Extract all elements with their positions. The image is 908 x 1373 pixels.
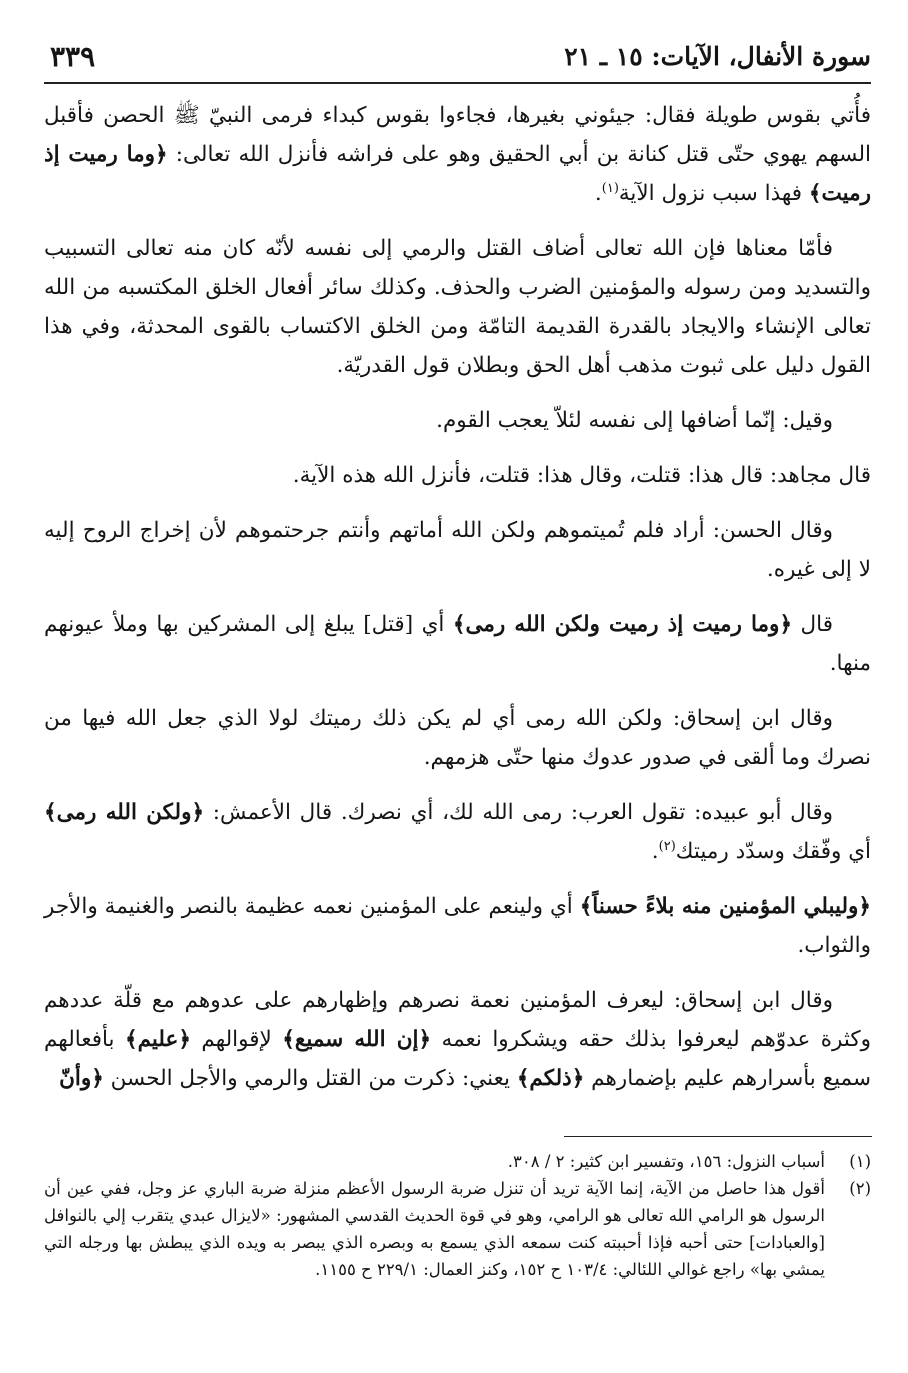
paragraph-4: قال مجاهد: قال هذا: قتلت، وقال هذا: قتلت، فأنزل الله هذه الآية. (292, 463, 871, 488)
text-run: وقال أبو عبيده: تقول العرب: رمى الله لك، أي نصرك. قال الأعمش: (204, 800, 833, 825)
paragraph-3: وقيل: إنّما أضافها إلى نفسه لئلاّ يعجب القوم. (436, 408, 833, 433)
footnotes (44, 1148, 871, 1283)
text-run: فأُتي بقوس طويلة فقال: جيئوني بغيرها، فجاءوا بقوس كبداء فرمى النبيّ ﷺ الحصن فأقبل السهم يهوي حتّى قتل كنانة بن أبي الحقيق وهو على فراشه فأنزل الله تعالى: (44, 103, 871, 167)
text-run: . (594, 181, 602, 206)
footnote-text: أقول هذا حاصل من الآية، إنما الآية تريد أن تنزل ضربة الرسول الأعظم منزلة ضربة الباري عز وجل، ففي عين أن الرسول هو الرامي الله تعالى هو الرامي، وهو في قوة الحديث القدسي المشهور: «لايزال عبدي يتقرب إلي بالنوافل [والعبادات] حتى أحبه فإذا أحببته كنت سمعه الذي يسمع به وبصره الذي يبصر به ويده الذي يبطش بها ورجله التي يمشي بها» راجع غوالي اللئالي: ١٠٣/٤ ح ١٥٢، وكنز العمال: ٢٢٩/١ ح ١١٥٥. (44, 1179, 825, 1279)
quran-quote: ﴿ولكن الله رمى﴾ (44, 800, 205, 825)
text-run: أي [قتل] يبلغ إلى المشركين بها وملأ عيونهم منها. (44, 612, 871, 676)
text-run: لإقوالهم (190, 1027, 283, 1052)
text-run: . (651, 839, 659, 864)
quran-quote: ﴿وأنّ (59, 1066, 104, 1091)
text-run: بأفعالهم سميع بأسرارهم عليم بإضمارهم (44, 1027, 871, 1091)
page-header (44, 38, 871, 84)
paragraph-6 (44, 605, 871, 683)
footnote-text: أسباب النزول: ١٥٦، وتفسير ابن كثير: ٢ / ٣٠٨. (507, 1152, 825, 1171)
paragraph-7: وقال ابن إسحاق: ولكن الله رمى أي لم يكن ذلك رميتك لولا الذي جعل الله فيها من نصرك وما ألقى في صدور عدوك منها حتّى هزمهم. (44, 706, 871, 770)
footnote-ref[interactable]: (٢) (658, 838, 676, 854)
footnote-divider (564, 1136, 872, 1137)
quran-quote: ﴿ذلكم﴾ (516, 1066, 585, 1091)
quran-quote: ﴿عليم﴾ (124, 1027, 191, 1052)
running-title: سورة الأنفال، الآيات: ١٥ ـ ٢١ (564, 42, 871, 71)
text-run: أي ولينعم على المؤمنين نعمه عظيمة بالنصر والغنيمة والأجر والثواب. (44, 894, 871, 958)
text-run: يعني: ذكرت من القتل والرمي والأجل الحسن (103, 1066, 517, 1091)
paragraph-10 (44, 981, 871, 1098)
quran-quote: ﴿إن الله سميع﴾ (282, 1027, 432, 1052)
paragraph-9 (44, 887, 871, 965)
text-run: وقال ابن إسحاق: ليعرف المؤمنين نعمة نصرهم وإظهارهم على عدوهم مع قلّة عددهم وكثرة عدوّهم ليعرفوا بذلك حقه ويشكروا نعمه (44, 988, 871, 1052)
paragraph-1 (44, 96, 871, 213)
paragraph-8 (44, 793, 871, 871)
footnote-ref[interactable]: (١) (601, 180, 619, 196)
text-run: فهذا سبب نزول الآية (618, 181, 809, 206)
footnote-number: (١) (849, 1152, 871, 1171)
footnote-1 (44, 1148, 871, 1175)
quran-quote: ﴿وما رميت إذ رميت ولكن الله رمى﴾ (452, 612, 793, 637)
page-number: ٣٣٩ (50, 40, 96, 73)
quran-quote: ﴿وما رميت إذ رميت﴾ (44, 142, 871, 206)
footnote-2 (44, 1175, 871, 1283)
footnote-number: (٢) (849, 1179, 871, 1198)
quran-quote: ﴿وليبلي المؤمنين منه بلاءً حسناً﴾ (579, 894, 871, 919)
paragraph-5: وقال الحسن: أراد فلم تُميتموهم ولكن الله أماتهم وأنتم جرحتموهم لأن إخراج الروح إليه لا إلى غيره. (44, 518, 871, 582)
text-run: أي وفّقك وسدّد رميتك (675, 839, 871, 864)
body-text (44, 96, 871, 1114)
paragraph-2: فأمّا معناها فإن الله تعالى أضاف القتل والرمي إلى نفسه لأنّه كان منه تعالى التسبيب والتسديد ومن رسوله والمؤمنين الضرب والحذف. وكذلك سائر أفعال الخلق المكتسبه من الله تعالى الإنشاء والايجاد بالقدرة القديمة التامّة ومن الخلق الاكتساب بالقوى المحدثة، وفي هذا القول دليل على ثبوت مذهب أهل الحق وبطلان قول القدريّة. (44, 236, 871, 378)
text-run: قال (792, 612, 833, 637)
